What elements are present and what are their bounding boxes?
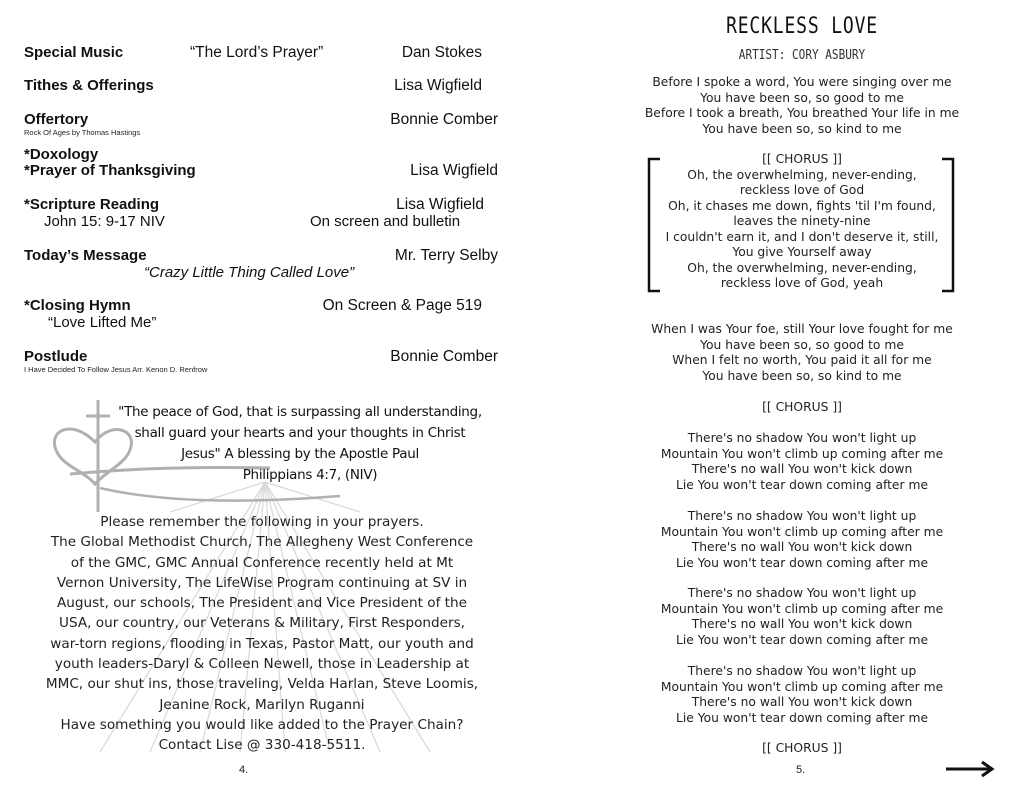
- verse-1: [512, 75, 1024, 137]
- lyric-line: reckless love of God: [739, 183, 865, 197]
- service-item-special-music: [24, 44, 498, 64]
- right-page: [512, 0, 1024, 791]
- blessing-line: Philippians 4:7, (NIV): [242, 467, 378, 483]
- lyric-line: When I was Your foe, still Your love fought for me: [651, 322, 953, 336]
- lyric-line: You have been so, so good to me: [700, 337, 904, 352]
- lyric-line: There's no shadow You won't light up: [687, 509, 917, 523]
- prayer-line: of the GMC, GMC Annual Conference recently held at Mt: [70, 554, 454, 571]
- prayer-line: war-torn regions, flooding in Texas, Pastor Matt, our youth and: [50, 635, 474, 652]
- lyric-line: You have been so, so kind to me: [702, 121, 902, 136]
- service-label: Tithes & Offerings: [24, 77, 154, 94]
- lyric-line: You give Yourself away: [732, 245, 872, 259]
- lyric-line: Lie You won't tear down coming after me: [675, 477, 929, 492]
- offertory-note: Rock Of Ages by Thomas Hastings: [24, 128, 141, 137]
- scripture-display: On screen and bulletin: [310, 213, 461, 230]
- prayer-line: youth leaders-Daryl & Colleen Newell, those in Leadership at: [54, 656, 470, 673]
- chorus-marker: [[ CHORUS ]]: [762, 400, 842, 414]
- postlude-note: I Have Decided To Follow Jesus Arr. Kenon D. Renfrow: [24, 365, 208, 374]
- chorus-marker-2: [512, 741, 1024, 757]
- bridge-3: [512, 586, 1024, 648]
- service-leader: On Screen & Page 519: [322, 297, 482, 314]
- message-title: “Crazy Little Thing Called Love”: [144, 264, 355, 281]
- lyric-line: Lie You won't tear down coming after me: [675, 710, 929, 725]
- lyric-line: Oh, the overwhelming, never-ending,: [687, 167, 917, 182]
- service-leader: Bonnie Comber: [390, 348, 498, 365]
- prayer-line: MMC, our shut ins, those traveling, Velda Harlan, Steve Loomis,: [45, 676, 479, 693]
- page-number-left: 4.: [239, 764, 249, 776]
- lyric-line: There's no wall You won't kick down: [691, 462, 913, 476]
- lyric-line: Before I took a breath, You breathed Your life in me: [644, 106, 960, 120]
- lyric-line: Oh, the overwhelming, never-ending,: [687, 260, 917, 275]
- prayer-line: Jeanine Rock, Marilyn Ruganni: [159, 696, 365, 713]
- service-item-tithes: [24, 77, 498, 97]
- verse-2: [512, 322, 1024, 384]
- service-label: *Closing Hymn: [24, 297, 131, 314]
- lyric-line: Mountain You won't climb up coming after me: [660, 446, 944, 461]
- prayer-line: Please remember the following in your prayers.: [100, 514, 424, 530]
- blessing-line: shall guard your hearts and your thoughts in Christ: [134, 425, 466, 441]
- service-item-prayer: [24, 162, 498, 182]
- lyric-line: Mountain You won't climb up coming after me: [660, 601, 944, 616]
- service-label: *Doxology: [24, 146, 99, 163]
- prayer-line: Have something you would like added to the Prayer Chain?: [60, 716, 464, 733]
- lyric-line: I couldn't earn it, and I don't deserve it, still,: [665, 229, 939, 244]
- service-label: Offertory: [24, 111, 89, 128]
- bridge-4: [512, 664, 1024, 726]
- chorus-marker: [[ CHORUS ]]: [762, 152, 842, 166]
- service-label: *Prayer of Thanksgiving: [24, 162, 196, 179]
- lyric-line: Mountain You won't climb up coming after me: [660, 679, 944, 694]
- service-label: *Scripture Reading: [24, 196, 160, 213]
- prayer-line: Contact Lise @ 330-418-5511.: [158, 737, 366, 754]
- prayer-line: USA, our country, our Veterans & Military, First Responders,: [59, 615, 465, 632]
- prayer-line: August, our schools, The President and Vice President of the: [57, 595, 467, 612]
- song-title: RECKLESS LOVE: [726, 14, 878, 39]
- prayer-line: Vernon University, The LifeWise Program continuing at SV in: [56, 574, 468, 591]
- chorus-block: [512, 152, 1024, 292]
- service-leader: Bonnie Comber: [390, 111, 498, 128]
- lyric-line: Oh, it chases me down, fights 'til I'm found,: [668, 198, 936, 213]
- page-number-right: 5.: [796, 764, 806, 776]
- chorus-marker-1: [512, 400, 1024, 416]
- service-leader: Dan Stokes: [401, 44, 482, 61]
- prayer-line: The Global Methodist Church, The Allegheny West Conference: [50, 534, 474, 551]
- scripture-reference: John 15: 9-17 NIV: [44, 213, 165, 230]
- service-title: “The Lord’s Prayer”: [190, 44, 324, 61]
- service-leader: Mr. Terry Selby: [394, 247, 498, 264]
- arrow-right-icon[interactable]: [944, 760, 996, 778]
- lyric-line: Before I spoke a word, You were singing over me: [652, 75, 952, 89]
- lyric-line: There's no wall You won't kick down: [691, 695, 913, 709]
- blessing-line: "The peace of God, that is surpassing all understanding,: [118, 404, 482, 420]
- chorus-marker: [[ CHORUS ]]: [762, 741, 842, 755]
- bridge-2: [512, 509, 1024, 571]
- lyric-line: There's no shadow You won't light up: [687, 586, 917, 600]
- service-label: Postlude: [24, 348, 88, 365]
- lyric-line: Mountain You won't climb up coming after me: [660, 524, 944, 539]
- service-label: Special Music: [24, 44, 124, 61]
- lyric-line: Lie You won't tear down coming after me: [675, 555, 929, 570]
- lyric-line: You have been so, so good to me: [700, 90, 904, 105]
- bridge-1: [512, 431, 1024, 493]
- blessing-line: Jesus" A blessing by the Apostle Paul: [181, 446, 419, 462]
- lyric-line: There's no wall You won't kick down: [691, 540, 913, 554]
- lyric-line: When I felt no worth, You paid it all for me: [672, 353, 932, 367]
- lyric-line: There's no wall You won't kick down: [691, 617, 913, 631]
- lyric-line: There's no shadow You won't light up: [687, 431, 917, 445]
- service-leader: Lisa Wigfield: [396, 196, 484, 213]
- service-label: Today’s Message: [24, 247, 147, 264]
- service-leader: Lisa Wigfield: [410, 162, 498, 179]
- lyric-line: Lie You won't tear down coming after me: [675, 632, 929, 647]
- hymn-title: “Love Lifted Me”: [48, 314, 157, 331]
- lyric-line: There's no shadow You won't light up: [687, 664, 917, 678]
- blessing-quote: [90, 402, 510, 486]
- song-artist: ARTIST: CORY ASBURY: [738, 48, 866, 63]
- lyric-line: leaves the ninety-nine: [733, 214, 871, 228]
- lyric-line: You have been so, so kind to me: [702, 368, 902, 383]
- lyric-line: reckless love of God, yeah: [720, 276, 884, 290]
- prayer-list: [20, 512, 504, 756]
- service-leader: Lisa Wigfield: [394, 77, 482, 94]
